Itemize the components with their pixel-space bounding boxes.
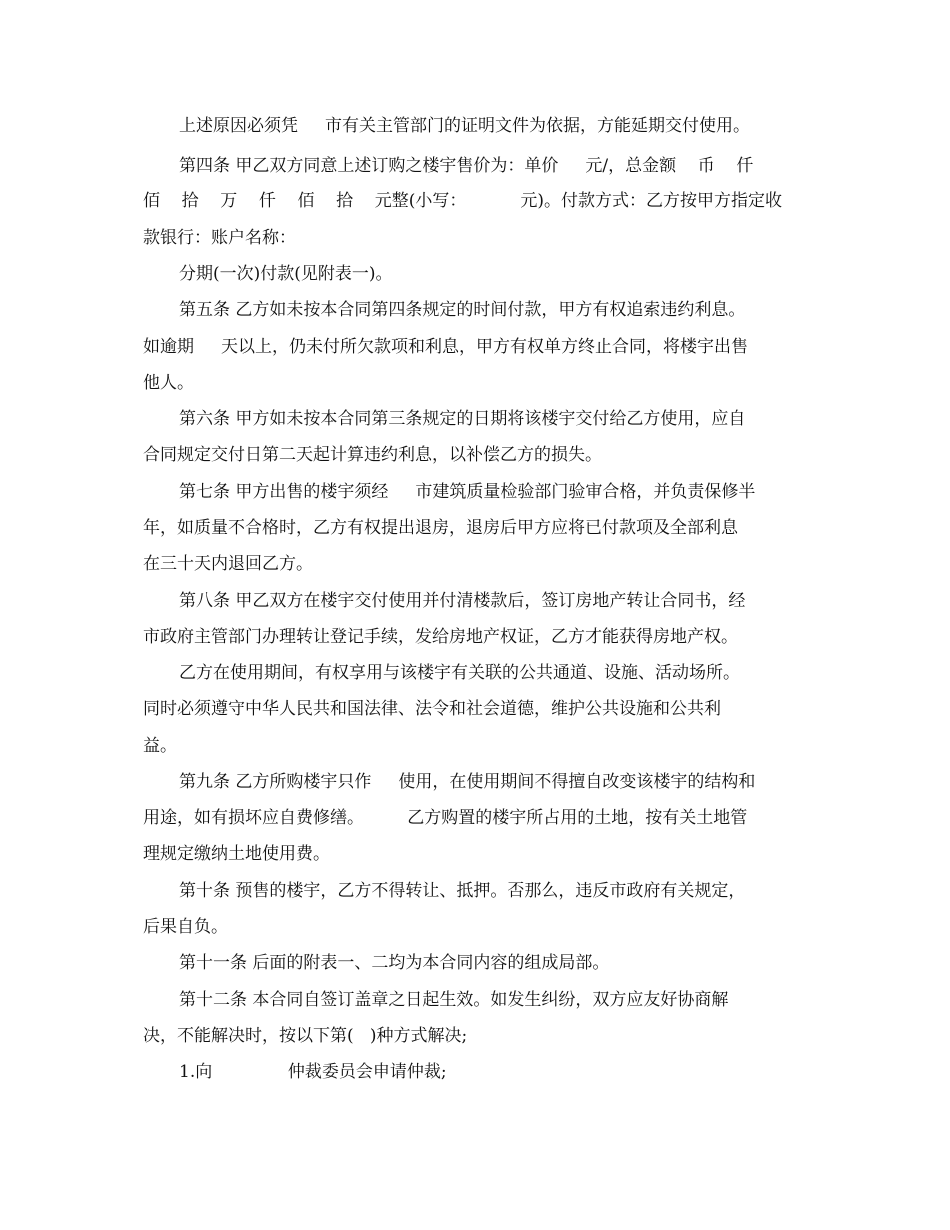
text-line: 第六条 甲方如未按本合同第三条规定的日期将该楼宇交付给乙方使用，应自: [179, 409, 746, 429]
text-line: 分期(一次)付款(见附表一)。: [179, 264, 393, 284]
text-line: 上述原因必须凭 市有关主管部门的证明文件为依据，方能延期交付使用。: [179, 116, 751, 136]
text-line: 决，不能解决时，按以下第( )种方式解决;: [143, 1026, 468, 1046]
text-line: 第四条 甲乙双方同意上述订购之楼宇售价为：单价 元/，总金额 币 仟: [179, 156, 754, 176]
text-line: 市政府主管部门办理转让登记手续，发给房地产权证，乙方才能获得房地产权。: [143, 627, 738, 647]
text-line: 在三十天内退回乙方。: [143, 554, 313, 574]
text-line: 第十一条 后面的附表一、二均为本合同内容的组成局部。: [179, 953, 610, 973]
text-line: 理规定缴纳土地使用费。: [143, 844, 330, 864]
text-line: 第十条 预售的楼宇，乙方不得转让、抵押。否那么，违反市政府有关规定，: [179, 881, 746, 901]
text-line: 益。: [143, 736, 177, 756]
text-line: 第十二条 本合同自签订盖章之日起生效。如发生纠纷，双方应友好协商解: [179, 990, 729, 1010]
text-line: 乙方在使用期间，有权享用与该楼宇有关联的公共通道、设施、活动场所。: [179, 663, 740, 683]
text-line: 用途，如有损坏应自费修缮。 乙方购置的楼宇所占用的土地，按有关土地管: [143, 808, 748, 828]
text-line: 如逾期 天以上，仍未付所欠款项和利息，甲方有权单方终止合同，将楼宇出售: [143, 337, 749, 357]
text-line: 后果自负。: [143, 917, 228, 937]
text-line: 第九条 乙方所购楼宇只作 使用，在使用期间不得擅自改变该楼宇的结构和: [179, 772, 756, 792]
text-line: 合同规定交付日第二天起计算违约利息，以补偿乙方的损失。: [143, 445, 602, 465]
text-line: 年，如质量不合格时，乙方有权提出退房，退房后甲方应将已付款项及全部利息: [143, 518, 738, 538]
text-line: 同时必须遵守中华人民共和国法律、法令和社会道德，维护公共设施和公共利: [143, 699, 721, 719]
text-line: 佰 拾 万 仟 佰 拾 元整(小写： 元)。付款方式：乙方按甲方指定收: [143, 191, 782, 211]
text-line: 第五条 乙方如未按本合同第四条规定的时间付款，甲方有权追索违约利息。: [179, 300, 746, 320]
text-line: 第八条 甲乙双方在楼宇交付使用并付清楼款后，签订房地产转让合同书，经: [179, 591, 746, 611]
text-line: 他人。: [143, 373, 194, 393]
text-line: 款银行：账户名称：: [143, 228, 296, 248]
text-line: 1.向 仲裁委员会申请仲裁;: [179, 1062, 447, 1082]
text-line: 第七条 甲方出售的楼宇须经 市建筑质量检验部门验审合格，并负责保修半: [179, 482, 756, 502]
